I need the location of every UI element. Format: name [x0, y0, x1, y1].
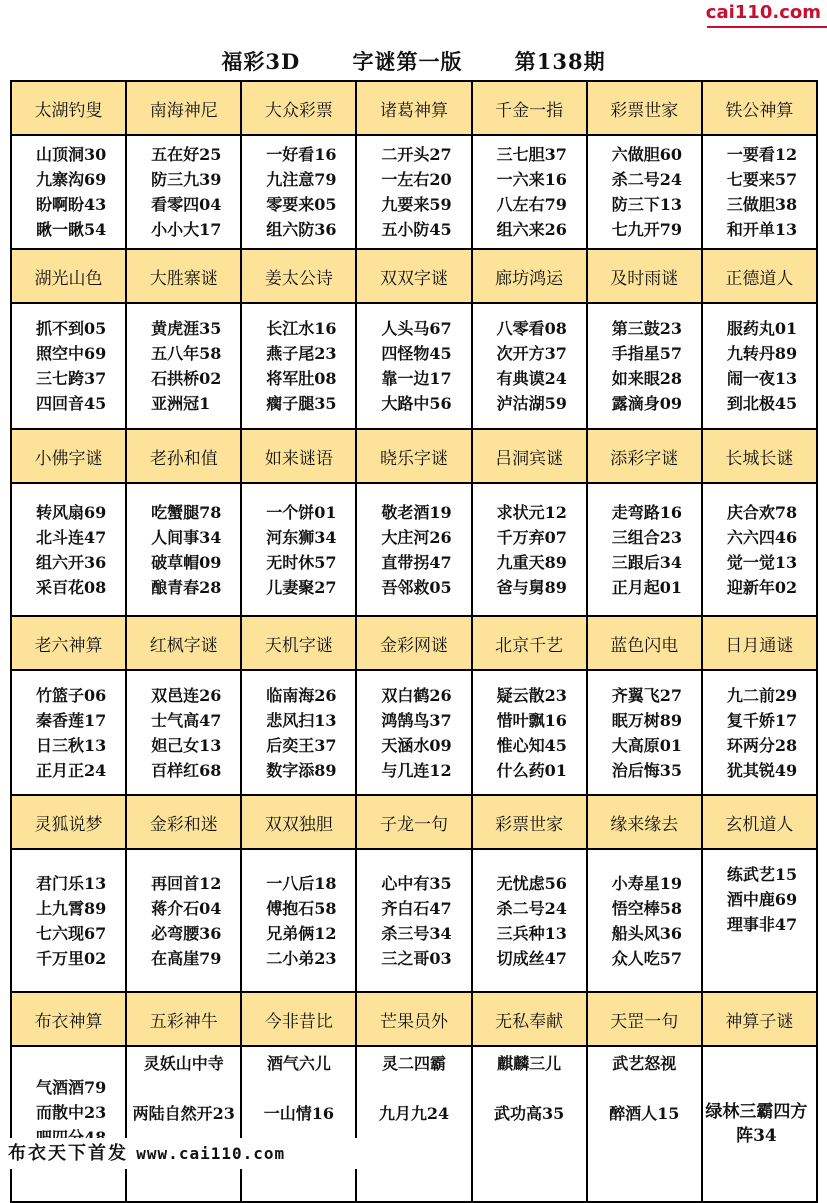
clue-line: 燕子尾23 [266, 344, 337, 363]
title-issue: 第138期 [514, 49, 606, 74]
clue-line: 竹篮子06 [36, 685, 107, 705]
clue-line: 千万弃07 [496, 527, 567, 547]
clue-cell [241, 303, 356, 429]
clue-line: 心中有35 [381, 873, 452, 893]
clue-line: 石拱桥02 [151, 369, 222, 388]
clue-cell [11, 1046, 126, 1202]
clue-line: 山顶洞30 [36, 145, 107, 164]
column-header: 正德道人 [702, 249, 817, 303]
clue-line: 四回音45 [36, 394, 107, 413]
column-header: 彩票世家 [472, 795, 587, 849]
clue-line: 和开单13 [726, 220, 798, 239]
clue-line: 船头风36 [611, 923, 682, 943]
clue-line: 一左右20 [381, 170, 452, 189]
clue-line: 走弯路16 [611, 502, 682, 522]
clue-cell [11, 670, 126, 795]
clue-line: 君门乐13 [36, 873, 107, 893]
clue-line: 蒋介石04 [151, 898, 222, 918]
clue-line: 人头马67 [381, 319, 452, 338]
clue-line: 组六来26 [496, 220, 567, 239]
clue-line: 双白鹤26 [381, 685, 452, 705]
clue-line: 临南海26 [266, 685, 337, 705]
clue-line: 服药丸01 [726, 319, 798, 338]
clue-line: 大庄河26 [381, 527, 452, 547]
clue-line: 照空中69 [36, 344, 107, 363]
column-header: 太湖钓叟 [11, 81, 126, 135]
clue-line: 六做胆60 [611, 145, 682, 164]
clue-line: 零要来05 [266, 195, 337, 214]
footer-credit [0, 1138, 360, 1169]
clue-line: 三七胆37 [496, 145, 567, 164]
clue-line: 三之哥03 [381, 948, 452, 968]
clue-line: 百样红68 [151, 760, 222, 780]
clue-line: 九重天89 [496, 552, 567, 572]
clue-line: 一山情16 [263, 1104, 334, 1123]
clue-line: 气酒酒79 [36, 1078, 107, 1097]
clue-cell [356, 135, 471, 249]
clue-line: 在高崖79 [151, 948, 222, 968]
column-header: 双双独胆 [241, 795, 356, 849]
column-header: 天罡一句 [587, 992, 702, 1046]
clue-cell [702, 1046, 817, 1202]
column-header: 添彩字谜 [587, 429, 702, 483]
clue-cell [702, 670, 817, 795]
clue-line: 妲己女13 [151, 735, 222, 755]
clue-line: 抓不到05 [36, 319, 107, 338]
clue-line: 傅抱石58 [266, 898, 337, 918]
clue-line: 后奕王37 [266, 735, 337, 755]
clue-cell [241, 849, 356, 992]
clue-line: 九寨沟69 [36, 170, 107, 189]
clue-line: 九要来59 [381, 195, 452, 214]
column-header: 姜太公诗 [241, 249, 356, 303]
clue-line: 吃蟹腿78 [151, 502, 222, 522]
clue-cell [356, 849, 471, 992]
clue-cell [702, 483, 817, 616]
column-header: 布衣神算 [11, 992, 126, 1046]
clue-cell [126, 135, 241, 249]
column-header: 如来谜语 [241, 429, 356, 483]
clue-cell [356, 1046, 471, 1202]
clue-line: 三跟后34 [611, 552, 682, 572]
clue-line: 杀二号24 [611, 170, 682, 189]
clue-line: 河东狮34 [266, 527, 337, 547]
column-header: 玄机道人 [702, 795, 817, 849]
clue-line: 齐翼飞27 [611, 685, 682, 705]
clue-line: 到北极45 [726, 394, 798, 413]
clue-cell [472, 483, 587, 616]
clue-cell [356, 303, 471, 429]
column-header: 红枫字谜 [126, 616, 241, 670]
column-header: 金彩和迷 [126, 795, 241, 849]
clue-line: 复千娇17 [726, 710, 798, 730]
clue-line: 敬老酒19 [381, 502, 452, 522]
clue-row [11, 849, 817, 992]
clue-line: 六六四46 [726, 527, 798, 547]
clue-line: 环两分28 [726, 735, 798, 755]
clue-cell [241, 1046, 356, 1202]
column-header: 五彩神牛 [126, 992, 241, 1046]
clue-line: 杀二号24 [496, 898, 567, 918]
clue-line: 盼啊盼43 [36, 195, 107, 214]
clue-line: 儿妻聚27 [266, 577, 337, 597]
clue-line: 醉酒人15 [609, 1104, 680, 1123]
clue-line: 大高原01 [611, 735, 682, 755]
clue-line: 两陆自然开23 [132, 1104, 235, 1123]
clue-cell [472, 670, 587, 795]
clue-cell [587, 1046, 702, 1202]
clue-cell [11, 303, 126, 429]
clue-line: 杀三号34 [381, 923, 452, 943]
clue-line: 次开方37 [496, 344, 567, 363]
clue-line: 切成丝47 [496, 948, 567, 968]
clue-line: 闹一夜13 [726, 369, 798, 388]
clue-line: 直带拐47 [381, 552, 452, 572]
column-header: 天机字谜 [241, 616, 356, 670]
clue-line: 绿林三霸四方阵34 [705, 1102, 808, 1146]
column-header: 及时雨谜 [587, 249, 702, 303]
column-header: 廊坊鸿运 [472, 249, 587, 303]
clue-line: 九二前29 [726, 685, 798, 705]
clue-cell [702, 303, 817, 429]
clue-line: 五八年58 [151, 344, 222, 363]
clue-line: 采百花08 [36, 577, 107, 597]
clue-line: 三兵种13 [496, 923, 567, 943]
clue-cell [126, 483, 241, 616]
clue-line: 灵二四霸 [381, 1054, 446, 1073]
clue-line: 二开头27 [381, 145, 452, 164]
clue-line: 必弯腰36 [151, 923, 222, 943]
clue-line: 日三秋13 [36, 735, 107, 755]
clue-line: 破草帽09 [151, 552, 222, 572]
column-header: 晓乐字谜 [356, 429, 471, 483]
clue-line: 一要看12 [726, 145, 798, 164]
header-row [11, 429, 817, 483]
brand-underline [707, 26, 827, 28]
clue-cell [587, 483, 702, 616]
clue-line: 惟心知45 [496, 735, 567, 755]
clue-cell [11, 135, 126, 249]
clue-line: 第三鼓23 [611, 319, 682, 338]
column-header: 吕洞宾谜 [472, 429, 587, 483]
clue-line: 再回首12 [151, 873, 222, 893]
clue-cell [472, 849, 587, 992]
clue-line: 七九开79 [611, 220, 682, 239]
clue-cell [126, 849, 241, 992]
column-header: 老六神算 [11, 616, 126, 670]
clue-line: 八零看08 [496, 319, 567, 338]
column-header: 金彩网谜 [356, 616, 471, 670]
clue-line: 瘸子腿35 [266, 394, 337, 413]
clue-line: 人间事34 [151, 527, 222, 547]
clue-line: 防三下13 [611, 195, 682, 214]
site-brand: cai110.com [705, 2, 821, 23]
clue-line: 庆合欢78 [726, 502, 798, 522]
clue-line: 五在好25 [151, 145, 222, 164]
column-header: 湖光山色 [11, 249, 126, 303]
clue-line: 九月九24 [378, 1104, 450, 1123]
clue-cell [702, 849, 817, 992]
clue-line: 上九霄89 [36, 898, 107, 918]
clue-line: 悟空棒58 [611, 898, 682, 918]
clue-cell [587, 135, 702, 249]
column-header: 诸葛神算 [356, 81, 471, 135]
clue-line: 无忧虑56 [496, 873, 567, 893]
clue-line: 理事非47 [726, 915, 798, 934]
clue-row [11, 670, 817, 795]
header-row [11, 795, 817, 849]
column-header: 双双字谜 [356, 249, 471, 303]
clue-line [473, 1076, 586, 1101]
clue-line: 五小防45 [381, 220, 452, 239]
clue-line: 千万里02 [36, 948, 107, 968]
clue-line: 将军肚08 [266, 369, 337, 388]
clue-cell [126, 670, 241, 795]
clue-line [357, 1076, 470, 1101]
clue-cell [126, 1046, 241, 1202]
clue-line: 如来眼28 [611, 369, 682, 388]
clue-line: 吾邻救05 [381, 577, 452, 597]
clue-row [11, 303, 817, 429]
column-header: 大胜寨谜 [126, 249, 241, 303]
clue-line: 酒气六儿 [266, 1054, 331, 1073]
clue-line: 惜叶飘16 [496, 710, 567, 730]
clue-line: 九注意79 [266, 170, 337, 189]
clue-line: 灵妖山中寺 [143, 1054, 224, 1073]
clue-line: 数字添89 [266, 760, 337, 780]
clue-cell [472, 135, 587, 249]
clue-line: 组六开36 [36, 552, 107, 572]
clue-cell [241, 670, 356, 795]
clue-line [588, 1076, 701, 1101]
clue-line: 正月起01 [611, 577, 682, 597]
clue-line: 亚洲冠1 [151, 394, 211, 413]
clue-line: 而散中23 [36, 1103, 107, 1122]
clue-line: 齐白石47 [381, 898, 452, 918]
clue-line: 三七跨37 [36, 369, 107, 388]
clue-cell [702, 135, 817, 249]
clue-line: 觉一觉13 [726, 552, 798, 572]
column-header: 老孙和值 [126, 429, 241, 483]
header-row [11, 81, 817, 135]
column-header: 灵狐说梦 [11, 795, 126, 849]
clue-line: 一好看16 [266, 145, 337, 164]
title-lottery: 福彩3D [221, 49, 301, 74]
clue-line: 麒麟三儿 [497, 1054, 562, 1073]
clue-line: 瞅一瞅54 [36, 220, 107, 239]
clue-line: 与几连12 [381, 760, 452, 780]
clue-line: 双邑连26 [151, 685, 222, 705]
clue-line: 武艺怒视 [612, 1054, 677, 1073]
clue-line: 一八后18 [266, 873, 337, 893]
column-header: 长城长谜 [702, 429, 817, 483]
clue-line: 眠万树89 [611, 710, 682, 730]
clue-line: 小小大17 [151, 220, 222, 239]
clue-cell [241, 483, 356, 616]
clue-line: 七要来57 [726, 170, 798, 189]
clue-line: 黄虎涯35 [151, 319, 222, 338]
clue-line: 正月正24 [36, 760, 107, 780]
clue-line: 练武艺15 [726, 865, 798, 884]
clue-line: 七六现67 [36, 923, 107, 943]
clue-line: 兄弟俩12 [266, 923, 337, 943]
column-header: 千金一指 [472, 81, 587, 135]
column-header: 南海神尼 [126, 81, 241, 135]
column-header: 神算子谜 [702, 992, 817, 1046]
clue-line: 疑云散23 [496, 685, 567, 705]
clue-line: 看零四04 [151, 195, 222, 214]
clue-line: 长江水16 [266, 319, 337, 338]
clue-line: 迎新年02 [726, 577, 798, 597]
column-header: 无私奉献 [472, 992, 587, 1046]
footer-text: 布衣天下首发 [8, 1143, 128, 1164]
column-header: 大众彩票 [241, 81, 356, 135]
column-header: 子龙一句 [356, 795, 471, 849]
column-header: 北京千艺 [472, 616, 587, 670]
column-header: 缘来缘去 [587, 795, 702, 849]
clue-line: 转风扇69 [36, 502, 107, 522]
clue-line: 酿青春28 [151, 577, 222, 597]
clue-row [11, 1046, 817, 1202]
clue-cell [587, 670, 702, 795]
footer-url: www.cai110.com [136, 1144, 286, 1163]
column-header: 今非昔比 [241, 992, 356, 1046]
column-header: 日月通谜 [702, 616, 817, 670]
clue-cell [11, 483, 126, 616]
clue-line: 泸沽湖59 [496, 394, 567, 413]
column-header: 芒果员外 [356, 992, 471, 1046]
clue-cell [11, 849, 126, 992]
clue-line: 一六来16 [496, 170, 567, 189]
clue-line: 什么药01 [496, 760, 567, 780]
clue-cell [356, 483, 471, 616]
clue-line [242, 1076, 355, 1101]
clue-line: 有典谟24 [496, 369, 567, 388]
clue-line: 防三九39 [151, 170, 222, 189]
clue-line: 犹其锐49 [726, 760, 798, 780]
clue-line: 八左右79 [496, 195, 567, 214]
clue-line: 悲风扫13 [266, 710, 337, 730]
page-title [0, 46, 827, 76]
clue-line: 三组合23 [611, 527, 682, 547]
header-row [11, 616, 817, 670]
clue-line: 大路中56 [381, 394, 452, 413]
clue-line: 小寿星19 [611, 873, 682, 893]
clue-line: 二小弟23 [266, 948, 337, 968]
clue-line: 九转丹89 [726, 344, 798, 363]
clue-line: 治后悔35 [611, 760, 682, 780]
clue-line: 手指星57 [611, 344, 682, 363]
clue-cell [472, 1046, 587, 1202]
header-row [11, 992, 817, 1046]
clue-cell [587, 303, 702, 429]
header-row [11, 249, 817, 303]
clue-line: 三做胆38 [726, 195, 798, 214]
clue-line: 爸与舅89 [496, 577, 567, 597]
column-header: 小佛字谜 [11, 429, 126, 483]
clue-line: 酒中鹿69 [726, 890, 798, 909]
clue-line: 四怪物45 [381, 344, 452, 363]
clue-row [11, 483, 817, 616]
column-header: 彩票世家 [587, 81, 702, 135]
column-header: 蓝色闪电 [587, 616, 702, 670]
clue-line: 一个饼01 [266, 502, 337, 522]
clue-row [11, 135, 817, 249]
clue-line: 秦香莲17 [36, 710, 107, 730]
clue-line [127, 1076, 240, 1101]
clue-line: 露滴身09 [611, 394, 682, 413]
clue-line: 求状元12 [496, 502, 567, 522]
clue-cell [472, 303, 587, 429]
clue-line: 鸿鹄鸟37 [381, 710, 452, 730]
clue-line: 武功高35 [493, 1104, 565, 1123]
clue-line: 北斗连47 [36, 527, 107, 547]
clue-line: 士气高47 [151, 710, 222, 730]
clue-line: 组六防36 [266, 220, 337, 239]
clue-cell [356, 670, 471, 795]
riddle-table [10, 80, 818, 1203]
clue-cell [241, 135, 356, 249]
clue-line: 众人吃57 [611, 948, 682, 968]
column-header: 铁公神算 [702, 81, 817, 135]
clue-cell [126, 303, 241, 429]
clue-line: 无时休57 [266, 552, 337, 572]
clue-cell [587, 849, 702, 992]
clue-line: 天涵水09 [381, 735, 452, 755]
clue-line: 靠一边17 [381, 369, 452, 388]
title-edition: 字谜第一版 [352, 49, 463, 74]
